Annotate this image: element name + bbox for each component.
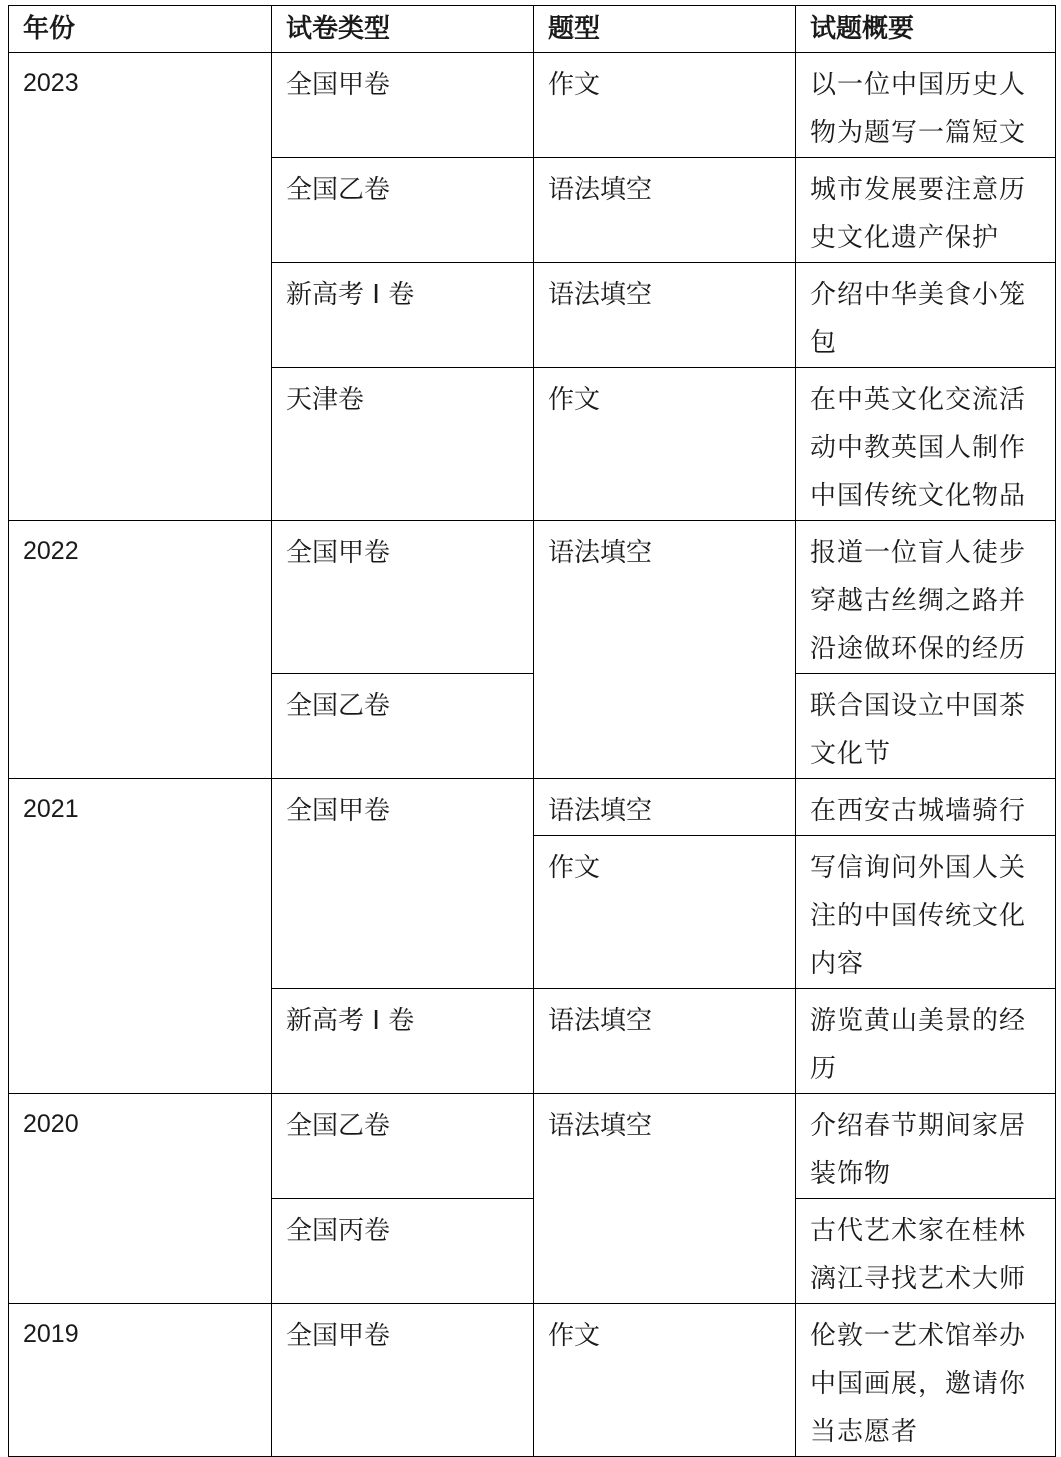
year-cell: 2019 — [9, 1304, 272, 1457]
type-cell: 语法填空 — [534, 158, 796, 263]
summary-cell: 城市发展要注意历史文化遗产保护 — [796, 158, 1056, 263]
year-cell: 2020 — [9, 1094, 272, 1304]
paper-cell: 全国乙卷 — [272, 1094, 534, 1199]
paper-cell: 全国丙卷 — [272, 1199, 534, 1304]
type-cell: 作文 — [534, 1304, 796, 1457]
summary-cell: 在西安古城墙骑行 — [796, 779, 1056, 836]
type-cell: 语法填空 — [534, 263, 796, 368]
paper-cell: 新高考 I 卷 — [272, 263, 534, 368]
paper-cell: 全国甲卷 — [272, 53, 534, 158]
type-cell: 语法填空 — [534, 521, 796, 779]
type-cell: 作文 — [534, 368, 796, 521]
type-cell: 语法填空 — [534, 989, 796, 1094]
header-summary: 试题概要 — [796, 6, 1056, 53]
summary-cell: 介绍春节期间家居装饰物 — [796, 1094, 1056, 1199]
summary-cell: 游览黄山美景的经历 — [796, 989, 1056, 1094]
summary-cell: 联合国设立中国茶文化节 — [796, 674, 1056, 779]
year-cell: 2023 — [9, 53, 272, 521]
year-cell: 2022 — [9, 521, 272, 779]
summary-cell: 以一位中国历史人物为题写一篇短文 — [796, 53, 1056, 158]
table-row — [9, 1304, 1056, 1457]
paper-cell: 全国甲卷 — [272, 1304, 534, 1457]
summary-cell: 古代艺术家在桂林漓江寻找艺术大师 — [796, 1199, 1056, 1304]
summary-cell: 在中英文化交流活动中教英国人制作中国传统文化物品 — [796, 368, 1056, 521]
table-row — [9, 1094, 1056, 1199]
type-cell: 语法填空 — [534, 1094, 796, 1304]
header-row — [9, 6, 1056, 53]
summary-cell: 伦敦一艺术馆举办中国画展，邀请你当志愿者 — [796, 1304, 1056, 1457]
exam-topics-table — [8, 5, 1056, 1457]
summary-cell: 报道一位盲人徒步穿越古丝绸之路并沿途做环保的经历 — [796, 521, 1056, 674]
paper-cell: 天津卷 — [272, 368, 534, 521]
header-paper-type: 试卷类型 — [272, 6, 534, 53]
table-row — [9, 521, 1056, 674]
table-row — [9, 779, 1056, 836]
summary-cell: 介绍中华美食小笼包 — [796, 263, 1056, 368]
type-cell: 作文 — [534, 836, 796, 989]
type-cell: 作文 — [534, 53, 796, 158]
type-cell: 语法填空 — [534, 779, 796, 836]
paper-cell: 全国乙卷 — [272, 674, 534, 779]
header-question-type: 题型 — [534, 6, 796, 53]
paper-cell: 全国乙卷 — [272, 158, 534, 263]
paper-cell: 新高考 I 卷 — [272, 989, 534, 1094]
table-row — [9, 53, 1056, 158]
paper-cell: 全国甲卷 — [272, 521, 534, 674]
paper-cell: 全国甲卷 — [272, 779, 534, 989]
year-cell: 2021 — [9, 779, 272, 1094]
summary-cell: 写信询问外国人关注的中国传统文化内容 — [796, 836, 1056, 989]
header-year: 年份 — [9, 6, 272, 53]
